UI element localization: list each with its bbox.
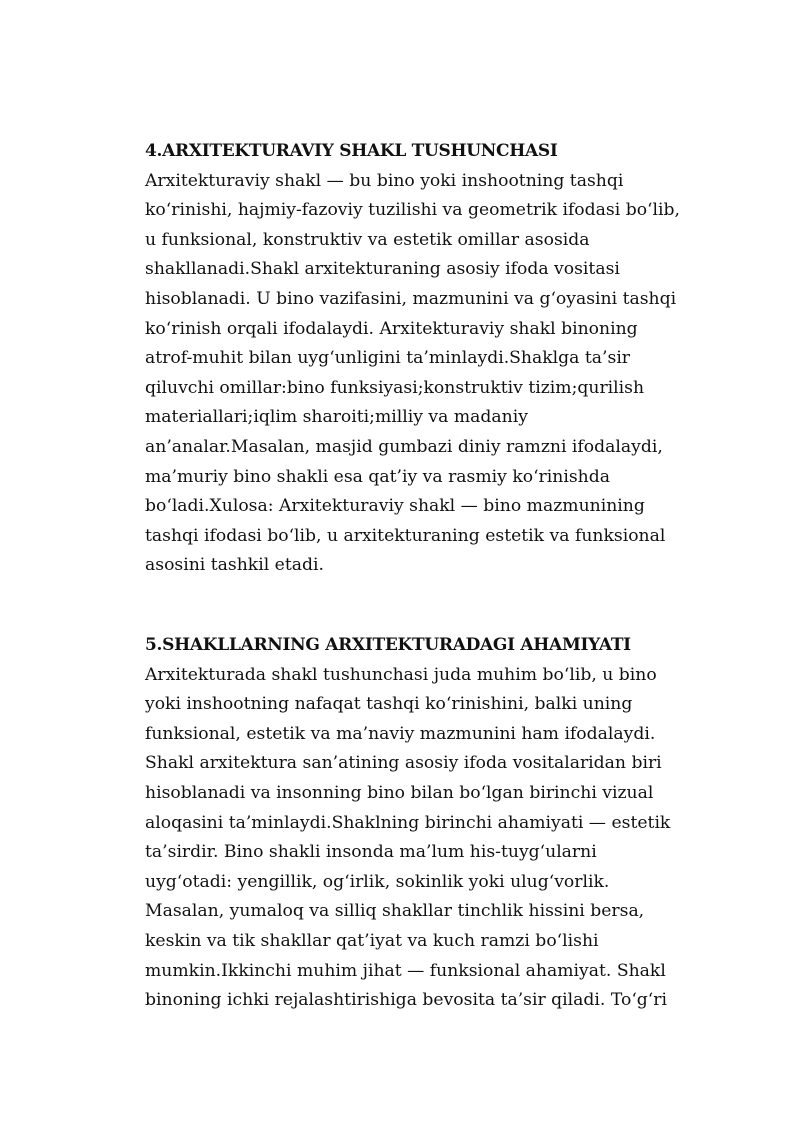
- paragraph-line: ma’muriy bino shakli esa qat’iy va rasmiy ko‘rinishda: [145, 466, 610, 487]
- paragraph-line: uyg‘otadi: yengillik, og‘irlik, sokinlik yoki ulug‘vorlik.: [145, 871, 610, 892]
- paragraph-line: hisoblanadi. U bino vazifasini, mazmunini va g‘oyasini tashqi: [145, 288, 677, 309]
- paragraph-line: shakllanadi.Shakl arxitekturaning asosiy ifoda vositasi: [145, 259, 620, 280]
- paragraph-line: tashqi ifodasi bo‘lib, u arxitekturaning estetik va funksional: [145, 525, 666, 546]
- paragraph-line: keskin va tik shakllar qat’iyat va kuch ramzi bo‘lishi: [145, 930, 599, 951]
- paragraph-line: mumkin.Ikkinchi muhim jihat — funksional ahamiyat. Shakl: [145, 960, 666, 981]
- paragraph-line: funksional, estetik va ma’naviy mazmunini ham ifodalaydi.: [145, 723, 656, 744]
- section-architectural-form: [145, 137, 705, 581]
- paragraph-line: hisoblanadi va insonning bino bilan bo‘lgan birinchi vizual: [145, 782, 654, 803]
- paragraph-line: asosini tashkil etadi.: [145, 555, 324, 576]
- paragraph-line: atrof-muhit bilan uyg‘unligini ta’minlaydi.Shaklga ta’sir: [145, 348, 631, 369]
- paragraph-line: an’analar.Masalan, masjid gumbazi diniy ramzni ifodalaydi,: [145, 436, 663, 457]
- paragraph-line: bo‘ladi.Xulosa: Arxitekturaviy shakl — bino mazmunining: [145, 496, 645, 517]
- section-heading: 4.ARXITEKTURAVIY SHAKL TUSHUNCHASI: [145, 141, 558, 161]
- paragraph-line: binoning ichki rejalashtirishiga bevosita ta’sir qiladi. To‘g‘ri: [145, 990, 667, 1011]
- paragraph-line: materiallari;iqlim sharoiti;milliy va madaniy: [145, 407, 528, 428]
- paragraph-line: u funksional, konstruktiv va estetik omillar asosida: [145, 229, 590, 250]
- paragraph-line: Arxitekturaviy shakl — bu bino yoki inshootning tashqi: [145, 170, 624, 191]
- paragraph-line: Arxitekturada shakl tushunchasi juda muhim bo‘lib, u bino: [145, 664, 657, 685]
- paragraph-line: yoki inshootning nafaqat tashqi ko‘rinishini, balki uning: [145, 694, 633, 715]
- section-heading: 5.SHAKLLARNING ARXITEKTURADAGI AHAMIYATI: [145, 635, 631, 655]
- section-importance-of-forms: [145, 631, 705, 1016]
- paragraph-line: Shakl arxitektura san’atining asosiy ifoda vositalaridan biri: [145, 753, 662, 774]
- paragraph-line: ko‘rinish orqali ifodalaydi. Arxitekturaviy shakl binoning: [145, 318, 638, 339]
- paragraph-line: qiluvchi omillar:bino funksiyasi;konstruktiv tizim;qurilish: [145, 377, 645, 398]
- section-paragraph: [145, 661, 705, 1016]
- paragraph-line: aloqasini ta’minlaydi.Shaklning birinchi ahamiyati — estetik: [145, 812, 671, 833]
- section-paragraph: [145, 167, 705, 581]
- paragraph-line: ko‘rinishi, hajmiy-fazoviy tuzilishi va geometrik ifodasi bo‘lib,: [145, 200, 680, 221]
- paragraph-line: Masalan, yumaloq va silliq shakllar tinchlik hissini bersa,: [145, 901, 645, 922]
- paragraph-line: ta’sirdir. Bino shakli insonda ma’lum his-tuyg‘ularni: [145, 842, 597, 863]
